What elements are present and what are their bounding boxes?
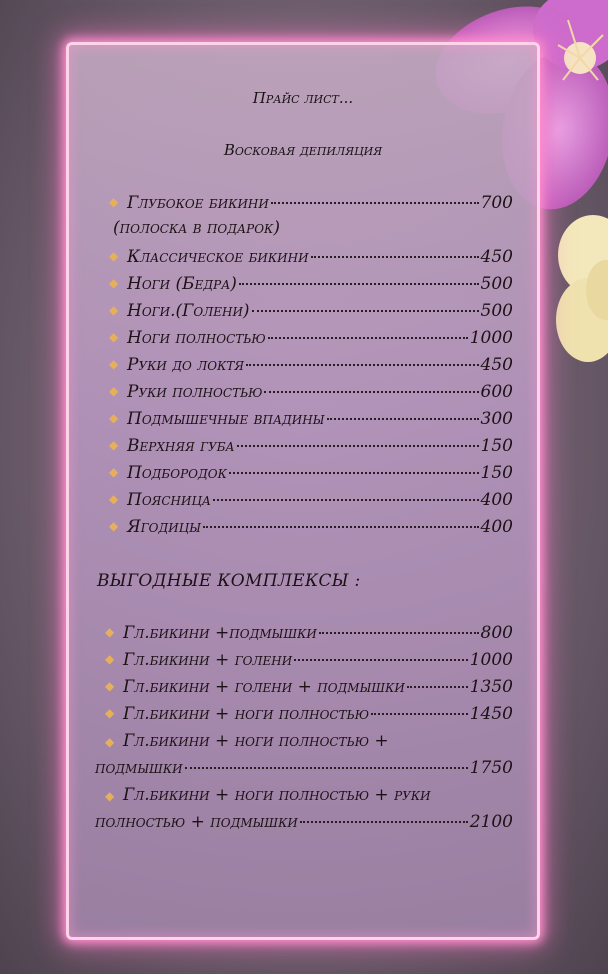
combo-name: Гл.бикини +подмышки bbox=[123, 623, 317, 643]
service-price: 150 bbox=[480, 463, 513, 483]
bullet-icon: ◆ bbox=[109, 492, 119, 506]
leader-dots bbox=[319, 630, 479, 634]
service-price: 500 bbox=[480, 274, 513, 294]
service-row bbox=[109, 328, 513, 352]
service-name: Ноги.(Голени) bbox=[127, 301, 250, 321]
bullet-icon: ◆ bbox=[109, 303, 119, 317]
service-name: Ягодицы bbox=[127, 517, 202, 537]
cream-flower-decoration bbox=[548, 210, 608, 380]
combo-row-second-line bbox=[95, 812, 513, 836]
service-row bbox=[109, 247, 513, 271]
service-name: Классическое бикини bbox=[127, 247, 309, 267]
leader-dots bbox=[237, 443, 479, 447]
combo-row bbox=[105, 623, 513, 647]
service-name: Ноги полностью bbox=[127, 328, 266, 348]
combo-row bbox=[105, 704, 513, 728]
service-name: Ноги (Бедра) bbox=[127, 274, 237, 294]
combos-heading: ВЫГОДНЫЕ КОМПЛЕКСЫ : bbox=[97, 571, 361, 591]
leader-dots bbox=[311, 254, 479, 258]
page-subtitle: Восковая депиляция bbox=[223, 141, 383, 159]
service-row bbox=[109, 382, 513, 406]
leader-dots bbox=[213, 497, 479, 501]
service-price: 400 bbox=[480, 517, 513, 537]
service-name: Руки полностью bbox=[127, 382, 263, 402]
service-row bbox=[109, 490, 513, 514]
combo-name: Гл.бикини + голени bbox=[123, 650, 293, 670]
service-name: Руки до локтя bbox=[127, 355, 245, 375]
service-row bbox=[109, 301, 513, 325]
service-name: Глубокое бикини bbox=[127, 193, 269, 213]
service-row bbox=[109, 436, 513, 460]
page-title: Прайс лист... bbox=[252, 89, 354, 107]
combo-row bbox=[105, 677, 513, 701]
price-list-content bbox=[69, 45, 537, 937]
service-row bbox=[109, 274, 513, 298]
price-list-panel bbox=[66, 42, 540, 940]
service-price: 400 bbox=[480, 490, 513, 510]
bullet-icon: ◆ bbox=[105, 625, 115, 639]
service-name: Верхняя губа bbox=[127, 436, 235, 456]
leader-dots bbox=[294, 657, 468, 661]
combo-row bbox=[105, 650, 513, 674]
service-name: Поясница bbox=[127, 490, 212, 510]
combo-price: 800 bbox=[480, 623, 513, 643]
combo-price: 1450 bbox=[469, 704, 513, 724]
bullet-icon: ◆ bbox=[105, 789, 115, 803]
bullet-icon: ◆ bbox=[109, 276, 119, 290]
service-name: Подмышечные впадины bbox=[127, 409, 325, 429]
leader-dots bbox=[229, 470, 479, 474]
combo-price: 1000 bbox=[469, 650, 513, 670]
service-price: 150 bbox=[480, 436, 513, 456]
leader-dots bbox=[268, 335, 468, 339]
combo-name-line1: Гл.бикини + ноги полностью + bbox=[123, 731, 389, 751]
leader-dots bbox=[252, 308, 479, 312]
leader-dots bbox=[264, 389, 478, 393]
combo-name-line2: подмышки bbox=[95, 758, 183, 778]
leader-dots bbox=[239, 281, 479, 285]
leader-dots bbox=[203, 524, 479, 528]
service-price: 1000 bbox=[469, 328, 513, 348]
bullet-icon: ◆ bbox=[109, 357, 119, 371]
bullet-icon: ◆ bbox=[109, 465, 119, 479]
combo-price: 2100 bbox=[469, 812, 513, 832]
service-row bbox=[109, 463, 513, 487]
combo-name-line2: полностью + подмышки bbox=[95, 812, 298, 832]
combo-name: Гл.бикини + ноги полностью bbox=[123, 704, 370, 724]
leader-dots bbox=[185, 765, 468, 769]
leader-dots bbox=[300, 819, 468, 823]
combo-name: Гл.бикини + голени + подмышки bbox=[123, 677, 405, 697]
leader-dots bbox=[246, 362, 478, 366]
service-price: 450 bbox=[480, 247, 513, 267]
bullet-icon: ◆ bbox=[109, 249, 119, 263]
service-row bbox=[109, 193, 513, 217]
bullet-icon: ◆ bbox=[109, 519, 119, 533]
combo-row-first-line bbox=[105, 731, 389, 755]
service-row bbox=[109, 517, 513, 541]
combo-price: 1750 bbox=[469, 758, 513, 778]
bullet-icon: ◆ bbox=[109, 330, 119, 344]
service-price: 450 bbox=[480, 355, 513, 375]
service-price: 300 bbox=[480, 409, 513, 429]
service-price: 600 bbox=[480, 382, 513, 402]
bullet-icon: ◆ bbox=[105, 652, 115, 666]
service-name: Подбородок bbox=[127, 463, 227, 483]
combo-price: 1350 bbox=[469, 677, 513, 697]
combo-name-line1: Гл.бикини + ноги полностью + руки bbox=[123, 785, 431, 805]
service-price: 500 bbox=[480, 301, 513, 321]
bullet-icon: ◆ bbox=[105, 679, 115, 693]
bullet-icon: ◆ bbox=[109, 195, 119, 209]
bullet-icon: ◆ bbox=[109, 411, 119, 425]
leader-dots bbox=[407, 684, 468, 688]
bullet-icon: ◆ bbox=[109, 438, 119, 452]
leader-dots bbox=[271, 200, 479, 204]
bullet-icon: ◆ bbox=[109, 384, 119, 398]
service-row bbox=[109, 355, 513, 379]
leader-dots bbox=[371, 711, 468, 715]
bullet-icon: ◆ bbox=[105, 706, 115, 720]
combo-row-second-line bbox=[95, 758, 513, 782]
combo-row-first-line bbox=[105, 785, 431, 809]
service-note: (полоска в подарок) bbox=[113, 218, 280, 238]
bullet-icon: ◆ bbox=[105, 735, 115, 749]
service-row bbox=[109, 409, 513, 433]
service-price: 700 bbox=[480, 193, 513, 213]
leader-dots bbox=[327, 416, 479, 420]
